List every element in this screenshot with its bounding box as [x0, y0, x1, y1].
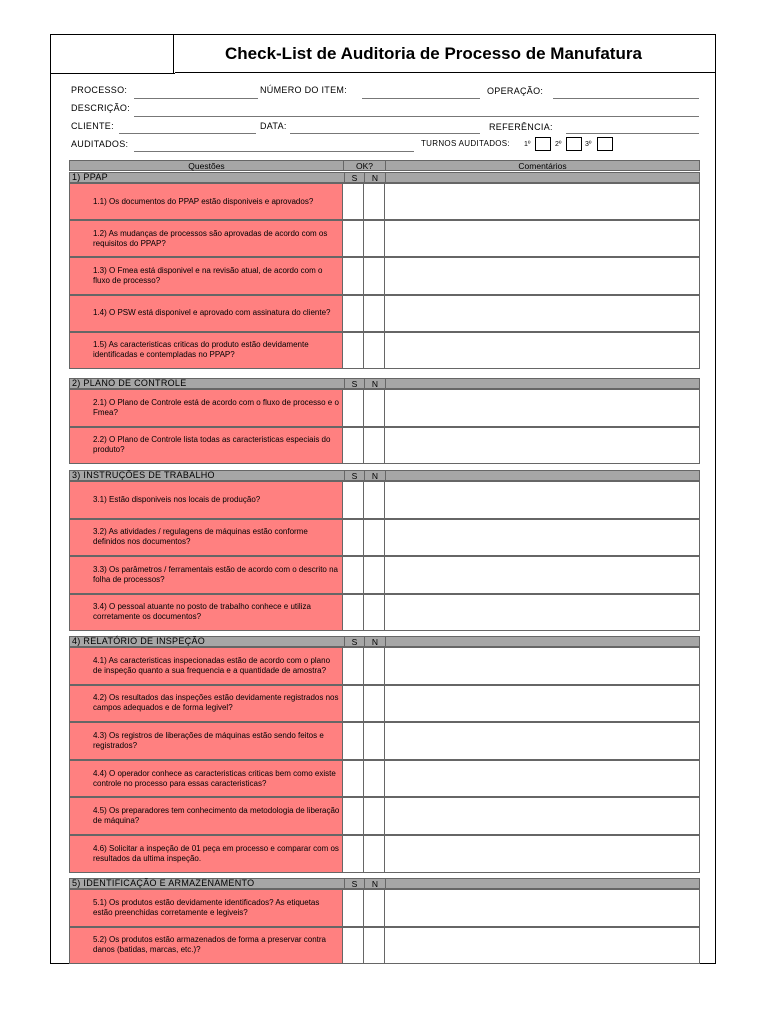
answer-n-cell[interactable]	[364, 519, 385, 557]
section-title: 4) RELATÓRIO DE INSPEÇÃO	[72, 636, 206, 646]
column-n-label: N	[365, 173, 386, 182]
section-title: 5) IDENTIFICAÇÃO E ARMAZENAMENTO	[72, 878, 255, 888]
question-row	[69, 594, 700, 632]
question-text: 1.3) O Fmea está disponivel e na revisão atual, de acordo com o fluxo de processo?	[69, 257, 343, 294]
comment-cell[interactable]	[385, 519, 700, 557]
comment-cell[interactable]	[385, 722, 700, 760]
comment-cell[interactable]	[385, 927, 700, 965]
comment-cell[interactable]	[385, 647, 700, 685]
label-operacao: OPERAÇÃO:	[487, 86, 544, 96]
label-cliente: CLIENTE:	[71, 121, 114, 131]
section-title: 3) INSTRUÇÕES DE TRABALHO	[72, 470, 215, 480]
comment-cell[interactable]	[385, 389, 700, 427]
answer-s-cell[interactable]	[343, 685, 364, 723]
field-referencia[interactable]	[566, 133, 699, 134]
comment-cell[interactable]	[385, 332, 700, 369]
header-questoes: Questões	[70, 161, 344, 170]
answer-s-cell[interactable]	[343, 295, 364, 332]
question-row	[69, 183, 700, 220]
section-header	[69, 470, 700, 481]
label-turno-1: 1º	[524, 141, 531, 148]
comment-cell[interactable]	[385, 760, 700, 798]
answer-n-cell[interactable]	[364, 389, 385, 427]
label-data: DATA:	[260, 121, 287, 131]
label-descricao: DESCRIÇÃO:	[71, 103, 131, 113]
column-n-label: N	[365, 379, 386, 388]
label-auditados: AUDITADOS:	[71, 139, 129, 149]
answer-n-cell[interactable]	[364, 927, 385, 965]
comment-cell[interactable]	[385, 685, 700, 723]
question-row	[69, 835, 700, 873]
section-title: 1) PPAP	[72, 172, 108, 182]
column-s-label: S	[344, 173, 365, 182]
comment-cell[interactable]	[385, 481, 700, 519]
question-text: 1.1) Os documentos do PPAP estão disponiveis e aprovados?	[69, 183, 343, 220]
field-numero-item[interactable]	[362, 98, 480, 99]
answer-s-cell[interactable]	[343, 257, 364, 294]
answer-n-cell[interactable]	[364, 427, 385, 465]
comment-cell[interactable]	[385, 835, 700, 873]
answer-s-cell[interactable]	[343, 427, 364, 465]
comment-cell[interactable]	[385, 183, 700, 220]
question-row	[69, 556, 700, 594]
answer-s-cell[interactable]	[343, 332, 364, 369]
question-row	[69, 481, 700, 519]
question-row	[69, 295, 700, 332]
label-referencia: REFERÊNCIA:	[489, 122, 553, 132]
field-operacao[interactable]	[553, 98, 699, 99]
field-auditados[interactable]	[134, 151, 414, 152]
question-text: 4.4) O operador conhece as caracteristicas criticas bem como existe controle no processo para essas caracteristicas?	[69, 760, 343, 798]
answer-s-cell[interactable]	[343, 889, 364, 927]
answer-s-cell[interactable]	[343, 389, 364, 427]
answer-n-cell[interactable]	[364, 220, 385, 257]
checkbox-turno-3[interactable]	[597, 137, 613, 151]
column-s-label: S	[344, 471, 365, 480]
question-text: 4.1) As caracteristicas inspecionadas estão de acordo com o plano de inspeção quanto a sua frequencia e a quantidade de amostra?	[69, 647, 343, 685]
label-turno-3: 3º	[585, 141, 592, 148]
question-text: 1.4) O PSW está disponivel e aprovado com assinatura do cliente?	[69, 295, 343, 332]
answer-s-cell[interactable]	[343, 556, 364, 594]
comment-cell[interactable]	[385, 594, 700, 632]
question-text: 3.4) O pessoal atuante no posto de trabalho conhece e utiliza corretamente os documentos?	[69, 594, 343, 632]
question-row	[69, 889, 700, 927]
section-header	[69, 636, 700, 647]
question-text: 5.2) Os produtos estão armazenados de forma a preservar contra danos (batidas, marcas, etc.)?	[69, 927, 343, 965]
answer-n-cell[interactable]	[364, 332, 385, 369]
question-text: 4.5) Os preparadores tem conhecimento da metodologia de liberação de máquina?	[69, 797, 343, 835]
question-text: 2.1) O Plano de Controle está de acordo com o fluxo de processo e o Fmea?	[69, 389, 343, 427]
answer-n-cell[interactable]	[364, 835, 385, 873]
question-row	[69, 797, 700, 835]
label-turnos: TURNOS AUDITADOS:	[421, 139, 510, 148]
answer-n-cell[interactable]	[364, 295, 385, 332]
section-header	[69, 878, 700, 889]
field-data[interactable]	[290, 133, 480, 134]
answer-s-cell[interactable]	[343, 220, 364, 257]
field-descricao[interactable]	[134, 116, 699, 117]
label-turno-2: 2º	[555, 141, 562, 148]
question-row	[69, 257, 700, 294]
answer-n-cell[interactable]	[364, 556, 385, 594]
label-processo: PROCESSO:	[71, 85, 128, 95]
comment-cell[interactable]	[385, 257, 700, 294]
answer-s-cell[interactable]	[343, 927, 364, 965]
question-row	[69, 427, 700, 465]
question-row	[69, 722, 700, 760]
question-row	[69, 332, 700, 369]
answer-s-cell[interactable]	[343, 594, 364, 632]
section-header	[69, 378, 700, 389]
question-text: 4.6) Solicitar a inspeção de 01 peça em processo e comparar com os resultados da ultima inspeção.	[69, 835, 343, 873]
checkbox-turno-2[interactable]	[566, 137, 582, 151]
question-text: 4.2) Os resultados das inspeções estão devidamente registrados nos campos adequados e de forma legivel?	[69, 685, 343, 723]
table-header-row	[69, 160, 700, 171]
answer-n-cell[interactable]	[364, 647, 385, 685]
comment-cell[interactable]	[385, 295, 700, 332]
comment-cell[interactable]	[385, 797, 700, 835]
column-n-label: N	[365, 879, 386, 888]
header-comentarios: Comentários	[518, 160, 567, 171]
question-row	[69, 927, 700, 965]
question-text: 5.1) Os produtos estão devidamente identificados? As etiquetas estão preenchidas corretamente e legiveis?	[69, 889, 343, 927]
question-text: 4.3) Os registros de liberações de máquinas estão sendo feitos e registrados?	[69, 722, 343, 760]
answer-s-cell[interactable]	[343, 760, 364, 798]
column-s-label: S	[344, 379, 365, 388]
answer-n-cell[interactable]	[364, 183, 385, 220]
question-row	[69, 760, 700, 798]
answer-n-cell[interactable]	[364, 257, 385, 294]
answer-s-cell[interactable]	[343, 835, 364, 873]
answer-s-cell[interactable]	[343, 481, 364, 519]
comment-cell[interactable]	[385, 220, 700, 257]
answer-n-cell[interactable]	[364, 481, 385, 519]
field-processo[interactable]	[134, 98, 258, 99]
column-s-label: S	[344, 637, 365, 646]
page-title: Check-List de Auditoria de Processo de Manufatura	[175, 35, 715, 73]
answer-n-cell[interactable]	[364, 594, 385, 632]
question-row	[69, 220, 700, 257]
answer-s-cell[interactable]	[343, 183, 364, 220]
section-header	[69, 172, 700, 183]
comment-cell[interactable]	[385, 889, 700, 927]
logo-placeholder	[51, 35, 174, 73]
header-divider	[51, 73, 175, 74]
column-s-label: S	[344, 879, 365, 888]
question-text: 3.1) Estão disponiveis nos locais de produção?	[69, 481, 343, 519]
question-text: 3.2) As atividades / regulagens de máquinas estão conforme definidos nos documentos?	[69, 519, 343, 557]
answer-n-cell[interactable]	[364, 797, 385, 835]
question-row	[69, 647, 700, 685]
question-text: 1.2) As mudanças de processos são aprovadas de acordo com os requisitos do PPAP?	[69, 220, 343, 257]
question-row	[69, 519, 700, 557]
comment-cell[interactable]	[385, 556, 700, 594]
answer-s-cell[interactable]	[343, 647, 364, 685]
field-cliente[interactable]	[119, 133, 256, 134]
question-row	[69, 685, 700, 723]
answer-n-cell[interactable]	[364, 889, 385, 927]
label-numero-item: NÚMERO DO ITEM:	[260, 85, 347, 95]
question-text: 3.3) Os parâmetros / ferramentais estão de acordo com o descrito na folha de processos?	[69, 556, 343, 594]
header-ok: OK?	[344, 161, 386, 170]
question-row	[69, 389, 700, 427]
comment-cell[interactable]	[385, 427, 700, 465]
checkbox-turno-1[interactable]	[535, 137, 551, 151]
answer-n-cell[interactable]	[364, 722, 385, 760]
answer-s-cell[interactable]	[343, 519, 364, 557]
column-n-label: N	[365, 637, 386, 646]
answer-s-cell[interactable]	[343, 797, 364, 835]
checklist-table	[69, 160, 700, 964]
answer-s-cell[interactable]	[343, 722, 364, 760]
question-text: 1.5) As caracteristicas criticas do produto estão devidamente identificadas e contempladas no PPAP?	[69, 332, 343, 369]
answer-n-cell[interactable]	[364, 685, 385, 723]
question-text: 2.2) O Plano de Controle lista todas as caracteristicas especiais do produto?	[69, 427, 343, 465]
section-title: 2) PLANO DE CONTROLE	[72, 378, 187, 388]
answer-n-cell[interactable]	[364, 760, 385, 798]
column-n-label: N	[365, 471, 386, 480]
